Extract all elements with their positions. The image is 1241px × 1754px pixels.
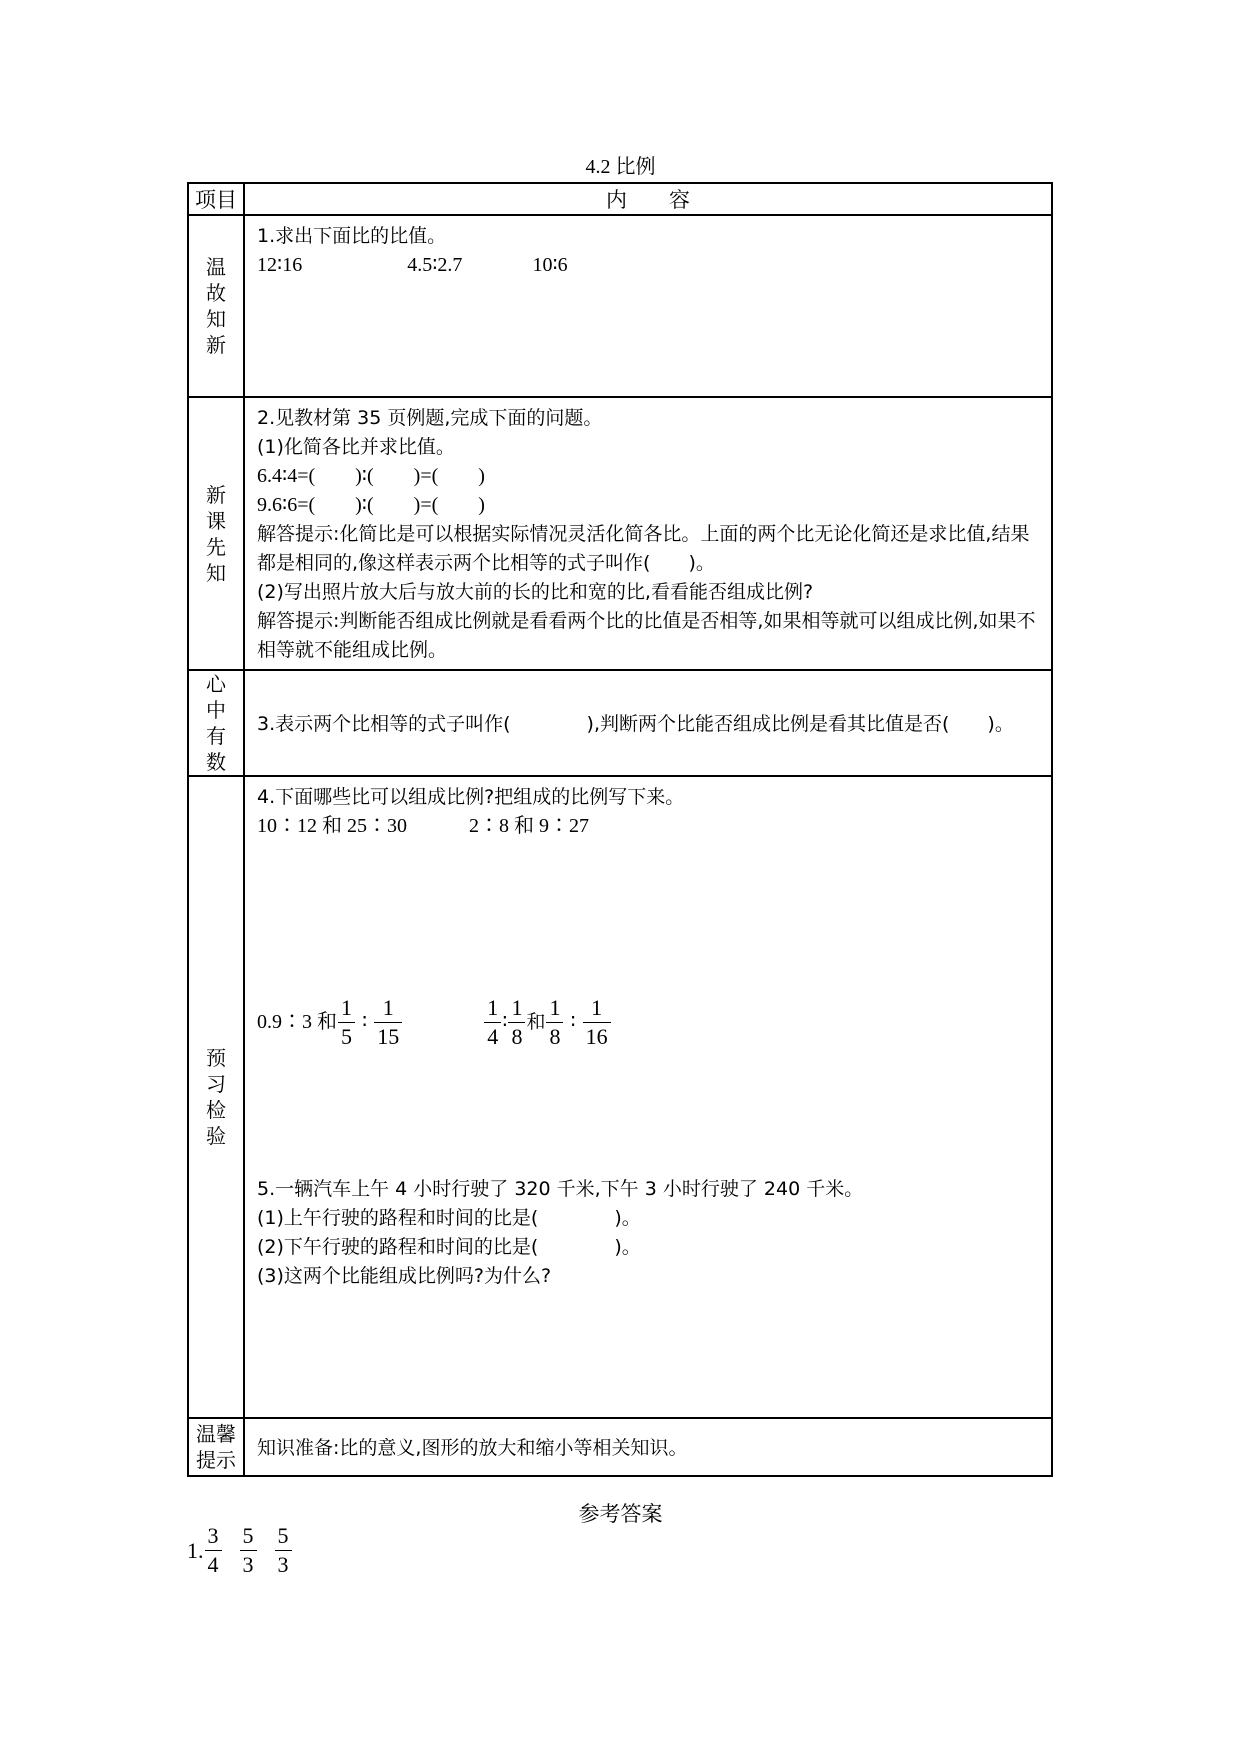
question-2-title: 2.见教材第 35 页例题,完成下面的问题。	[257, 407, 603, 429]
equation-line: 6.4∶4=( )∶( )=( )	[257, 465, 485, 487]
section-label: 心中有数	[188, 670, 244, 776]
tip-text: 知识准备:比的意义,图形的放大和缩小等相关知识。	[257, 1436, 688, 1459]
question-4-pairs	[257, 812, 1041, 841]
header-col-content: 内 容	[244, 183, 1052, 215]
question-2-sub2: (2)写出照片放大后与放大前的长的比和宽的比,看看能否组成比例?	[257, 581, 814, 603]
fraction: $\frac{1}{8}$	[508, 994, 525, 1051]
question-5-title: 5.一辆汽车上午 4 小时行驶了 320 千米,下午 3 小时行驶了 240 千米。	[257, 1178, 864, 1200]
ratio-pair: 10∶12 和 25∶30	[257, 815, 407, 837]
ratio-item: 4.5∶2.7	[407, 254, 463, 276]
section-summary	[188, 670, 1052, 776]
ratio-item: 12∶16	[257, 254, 303, 276]
section-label: 新课先知	[188, 397, 244, 670]
fraction: $\frac{1}{4}$	[484, 994, 501, 1051]
section-new-lesson	[188, 397, 1052, 670]
answers-title: 参考答案	[578, 1502, 663, 1526]
question-2-sub1: (1)化简各比并求比值。	[257, 436, 455, 458]
section-label: 温馨提示	[188, 1418, 244, 1476]
question-5-sub3: (3)这两个比能组成比例吗?为什么?	[257, 1265, 552, 1287]
hint-text: 解答提示:判断能否组成比例就是看看两个比的比值是否相等,如果相等就可以组成比例,如果不相等就不能组成比例。	[257, 610, 1036, 661]
section-label: 预习检验	[188, 776, 244, 1418]
section-content	[244, 776, 1052, 1418]
section-content	[244, 215, 1052, 397]
hint-text: 解答提示:化简比是可以根据实际情况灵活化简各比。上面的两个比无论化简还是求比值,结果都是相同的,像这样表示两个比相等的式子叫作( )。	[257, 523, 1030, 574]
page-title: 4.2 比例	[585, 156, 656, 178]
question-4-title: 4.下面哪些比可以组成比例?把组成的比例写下来。	[257, 786, 685, 808]
fraction: $\frac{5}{3}$	[275, 1522, 292, 1579]
answer-1	[187, 1522, 293, 1579]
section-label: 温故知新	[188, 215, 244, 397]
question-5-sub1: (1)上午行驶的路程和时间的比是( )。	[257, 1207, 641, 1229]
section-preview-check	[188, 776, 1052, 1418]
section-content	[244, 397, 1052, 670]
worksheet-table	[187, 182, 1053, 1477]
section-review	[188, 215, 1052, 397]
ratio-pair: 2∶8 和 9∶27	[469, 815, 589, 837]
header-col-item: 项目	[188, 183, 244, 215]
question-5-sub2: (2)下午行驶的路程和时间的比是( )。	[257, 1236, 641, 1258]
answer-number: 1.	[187, 1537, 204, 1563]
equation-line: 9.6∶6=( )∶( )=( )	[257, 494, 485, 516]
question-4-fraction-pairs: 0.9∶3 和 $\frac{1}{5}$ ∶ $\frac{1}{15}$ $\frac{1}{4}$ ∶ $\frac{1}{8}$ 和 $\frac{1}{8}$ ∶ $\frac{1}{16}$	[257, 987, 1041, 1057]
table-header-row	[188, 183, 1052, 215]
fraction: $\frac{1}{15}$	[374, 994, 402, 1051]
fraction: $\frac{5}{3}$	[240, 1522, 257, 1579]
section-content	[244, 670, 1052, 776]
question-1-items	[257, 251, 1041, 280]
fraction: $\frac{1}{8}$	[546, 994, 563, 1051]
ratio-pair-prefix: 0.9∶3 和	[257, 1010, 337, 1033]
fraction: $\frac{1}{16}$	[583, 994, 611, 1051]
section-tips	[188, 1418, 1052, 1476]
fraction: $\frac{1}{5}$	[338, 994, 355, 1051]
question-3-text: 3.表示两个比相等的式子叫作( ),判断两个比能否组成比例是看其比值是否( )。	[257, 712, 1014, 735]
ratio-item: 10∶6	[532, 254, 568, 276]
question-1-title: 1.求出下面比的比值。	[257, 225, 447, 247]
fraction: $\frac{3}{4}$	[205, 1522, 222, 1579]
section-content	[244, 1418, 1052, 1476]
